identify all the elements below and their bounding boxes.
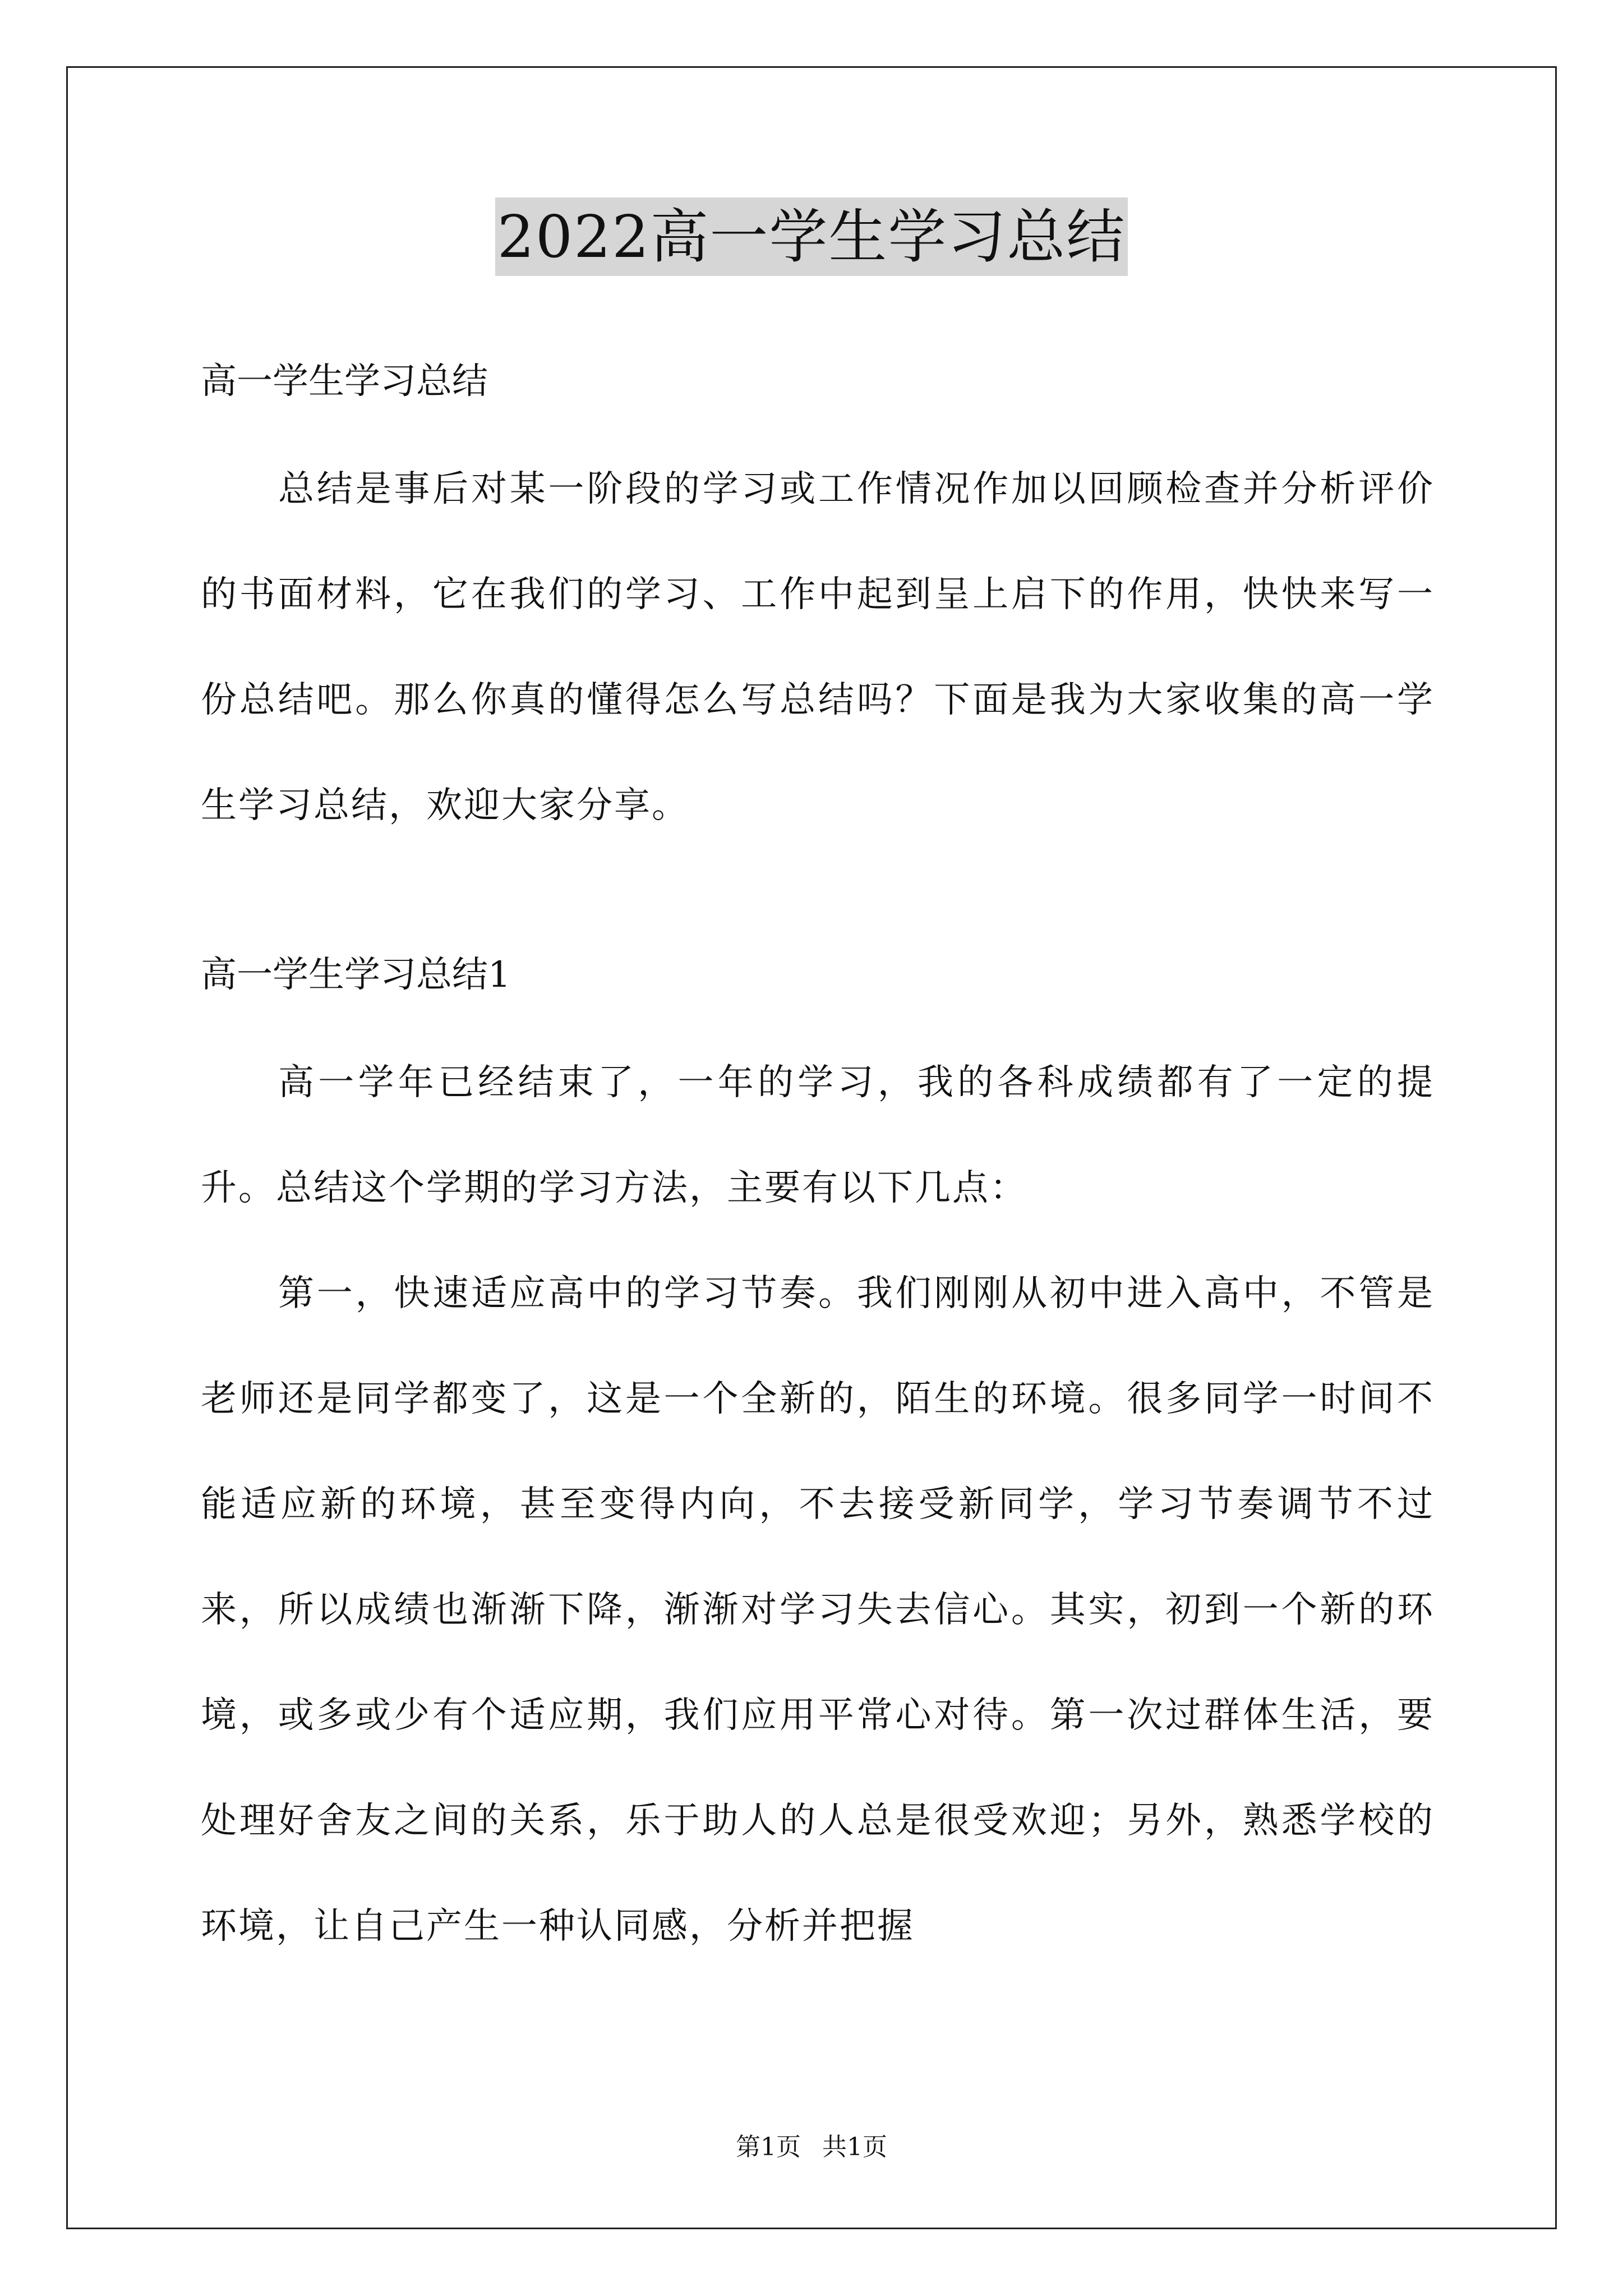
section-heading-1: 高一学生学习总结1: [201, 954, 511, 996]
section-heading: 高一学生学习总结: [201, 361, 488, 402]
intro-paragraph: 总结是事后对某一阶段的学习或工作情况作加以回顾检查并分析评价的书面材料，它在我们的学习、工作中起到呈上启下的作用，快快来写一份总结吧。那么你真的懂得怎么写总结吗？下面是我为大家收集的高一学生学习总结，欢迎大家分享。: [201, 468, 1435, 826]
body-paragraph-2: 第一，快速适应高中的学习节奏。我们刚刚从初中进入高中，不管是老师还是同学都变了，这是一个全新的，陌生的环境。很多同学一时间不能适应新的环境，甚至变得内向，不去接受新同学，学习节奏调节不过来，所以成绩也渐渐下降，渐渐对学习失去信心。其实，初到一个新的环境，或多或少有个适应期，我们应用平常心对待。第一次过群体生活，要处理好舍友之间的关系，乐于助人的人总是很受欢迎；另外，熟悉学校的环境，让自己产生一种认同感，分析并把握: [201, 1273, 1435, 1947]
body-paragraph-1: 高一学年已经结束了，一年的学习，我的各科成绩都有了一定的提升。总结这个学期的学习方法，主要有以下几点：: [201, 1062, 1435, 1209]
page-footer: [0, 2131, 1623, 2164]
title-container: [0, 197, 1623, 276]
page-number: 第1页: [736, 2133, 801, 2161]
document-title: 2022高一学生学习总结: [495, 197, 1128, 276]
page-total: 共1页: [822, 2133, 887, 2161]
